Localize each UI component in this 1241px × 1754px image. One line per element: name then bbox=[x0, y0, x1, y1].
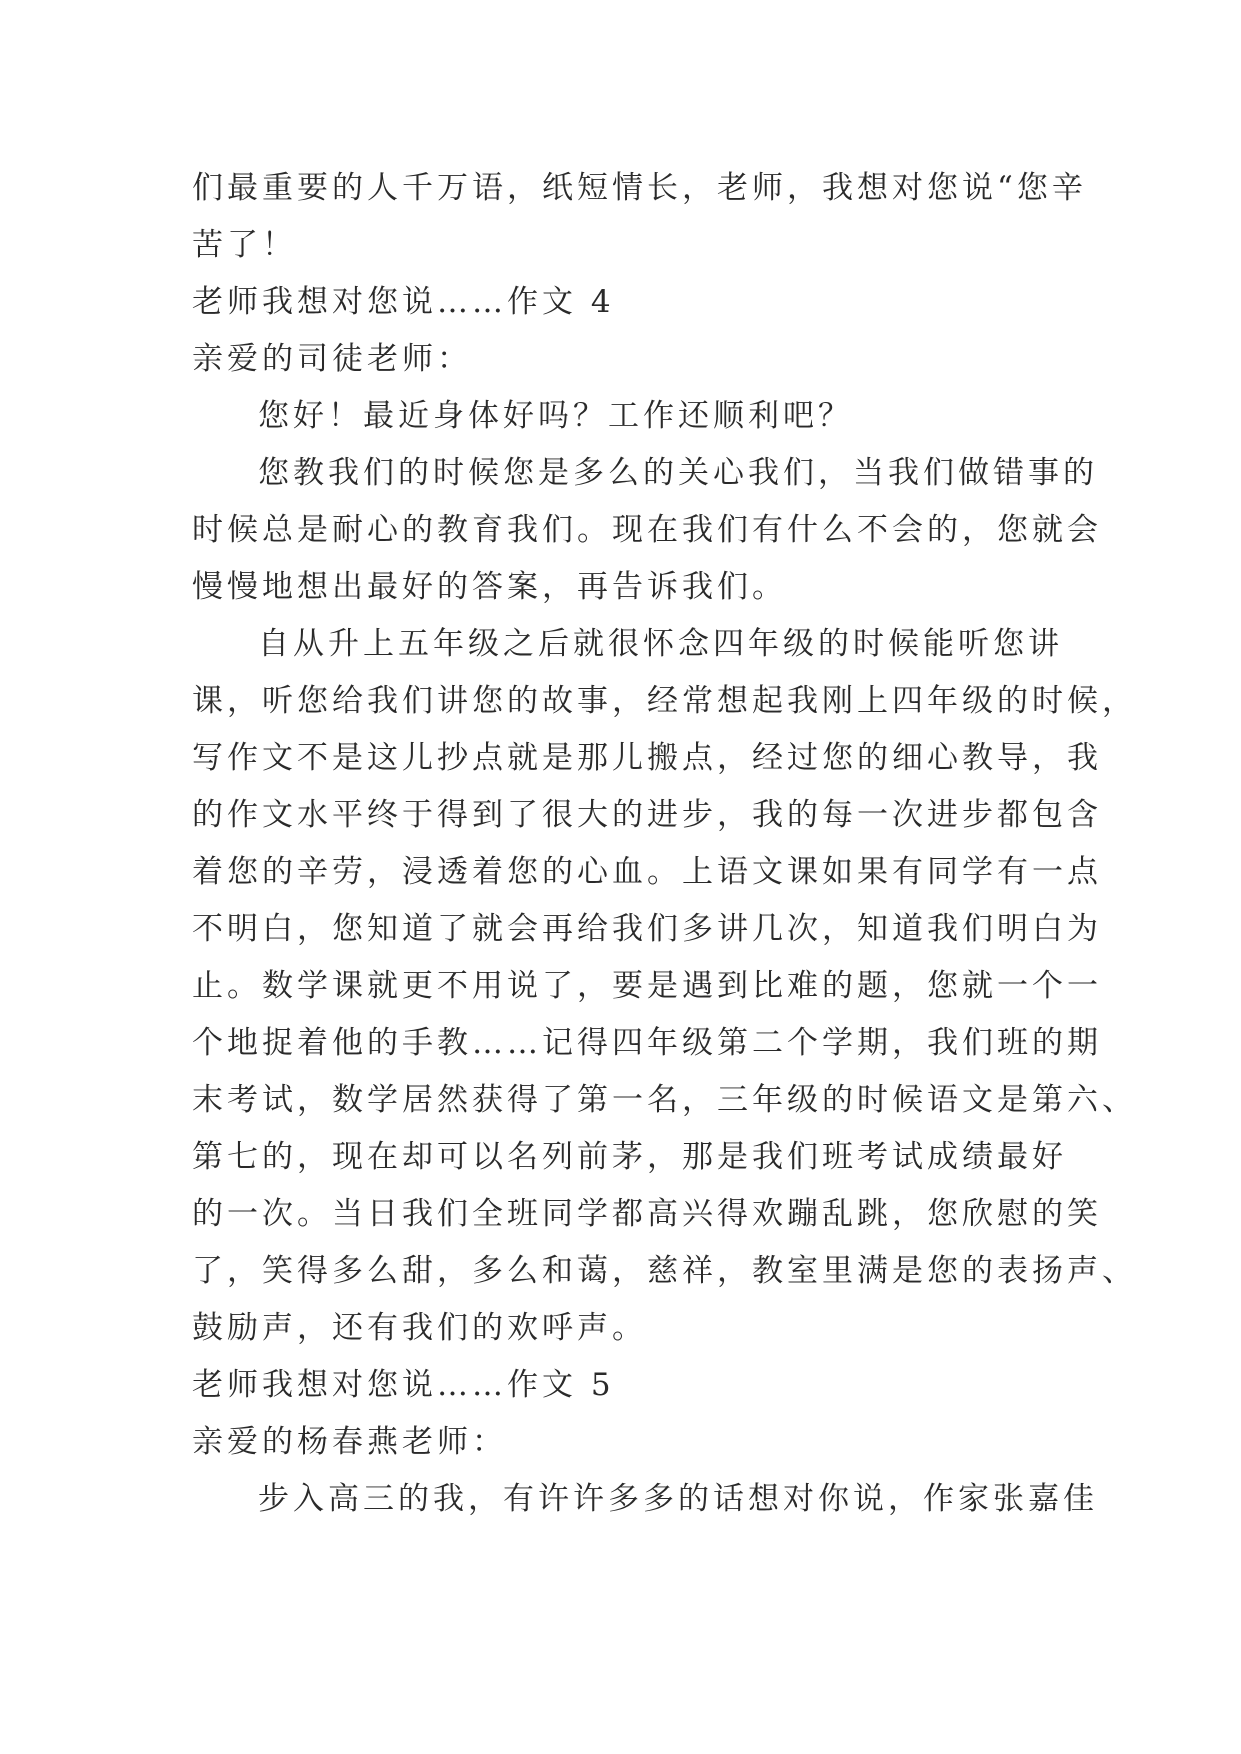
paragraph-memory bbox=[192, 616, 1137, 1357]
salutation-yang: 亲爱的杨春燕老师： bbox=[192, 1424, 507, 1460]
essay-heading-4: 老师我想对您说……作文 4 bbox=[192, 284, 615, 320]
text-line: 时候总是耐心的教育我们。现在我们有什么不会的，您就会 bbox=[192, 512, 1102, 548]
document-page bbox=[192, 160, 1137, 1528]
text-line: 止。数学课就更不用说了，要是遇到比难的题，您就一个一 bbox=[192, 968, 1102, 1004]
text-line: 不明白，您知道了就会再给我们多讲几次，知道我们明白为 bbox=[192, 911, 1102, 947]
text-line: 慢慢地想出最好的答案，再告诉我们。 bbox=[192, 569, 787, 605]
text-line: 的作文水平终于得到了很大的进步，我的每一次进步都包含 bbox=[192, 797, 1102, 833]
paragraph-senior-year bbox=[192, 1471, 1098, 1528]
text-line: 鼓励声，还有我们的欢呼声。 bbox=[192, 1310, 647, 1346]
text-line: 写作文不是这儿抄点就是那儿搬点，经过您的细心教导，我 bbox=[192, 740, 1102, 776]
text-line: 第七的，现在却可以名列前茅，那是我们班考试成绩最好 bbox=[192, 1139, 1067, 1175]
salutation-situ: 亲爱的司徒老师： bbox=[192, 341, 472, 377]
text-line: 课，听您给我们讲您的故事，经常想起我刚上四年级的时候， bbox=[192, 683, 1137, 719]
text-line: 自从升上五年级之后就很怀念四年级的时候能听您讲 bbox=[258, 626, 1063, 662]
text-line: 了，笑得多么甜，多么和蔼，慈祥，教室里满是您的表扬声、 bbox=[192, 1253, 1137, 1289]
paragraph-continuation bbox=[192, 160, 1087, 274]
text-line: 您好！最近身体好吗？工作还顺利吧？ bbox=[258, 398, 853, 434]
text-line: 末考试，数学居然获得了第一名，三年级的时候语文是第六、 bbox=[192, 1082, 1137, 1118]
text-line: 们最重要的人千万语，纸短情长，老师，我想对您说“您辛 bbox=[192, 170, 1087, 206]
text-line: 苦了！ bbox=[192, 227, 297, 263]
paragraph-care bbox=[192, 445, 1102, 616]
paragraph-greeting bbox=[192, 388, 1052, 445]
text-line: 的一次。当日我们全班同学都高兴得欢蹦乱跳，您欣慰的笑 bbox=[192, 1196, 1102, 1232]
text-line: 步入高三的我，有许许多多的话想对你说，作家张嘉佳 bbox=[258, 1481, 1098, 1517]
essay-heading-5: 老师我想对您说……作文 5 bbox=[192, 1367, 615, 1403]
text-line: 您教我们的时候您是多么的关心我们，当我们做错事的 bbox=[258, 455, 1098, 491]
text-line: 个地捉着他的手教……记得四年级第二个学期，我们班的期 bbox=[192, 1025, 1102, 1061]
text-line: 着您的辛劳，浸透着您的心血。上语文课如果有同学有一点 bbox=[192, 854, 1102, 890]
